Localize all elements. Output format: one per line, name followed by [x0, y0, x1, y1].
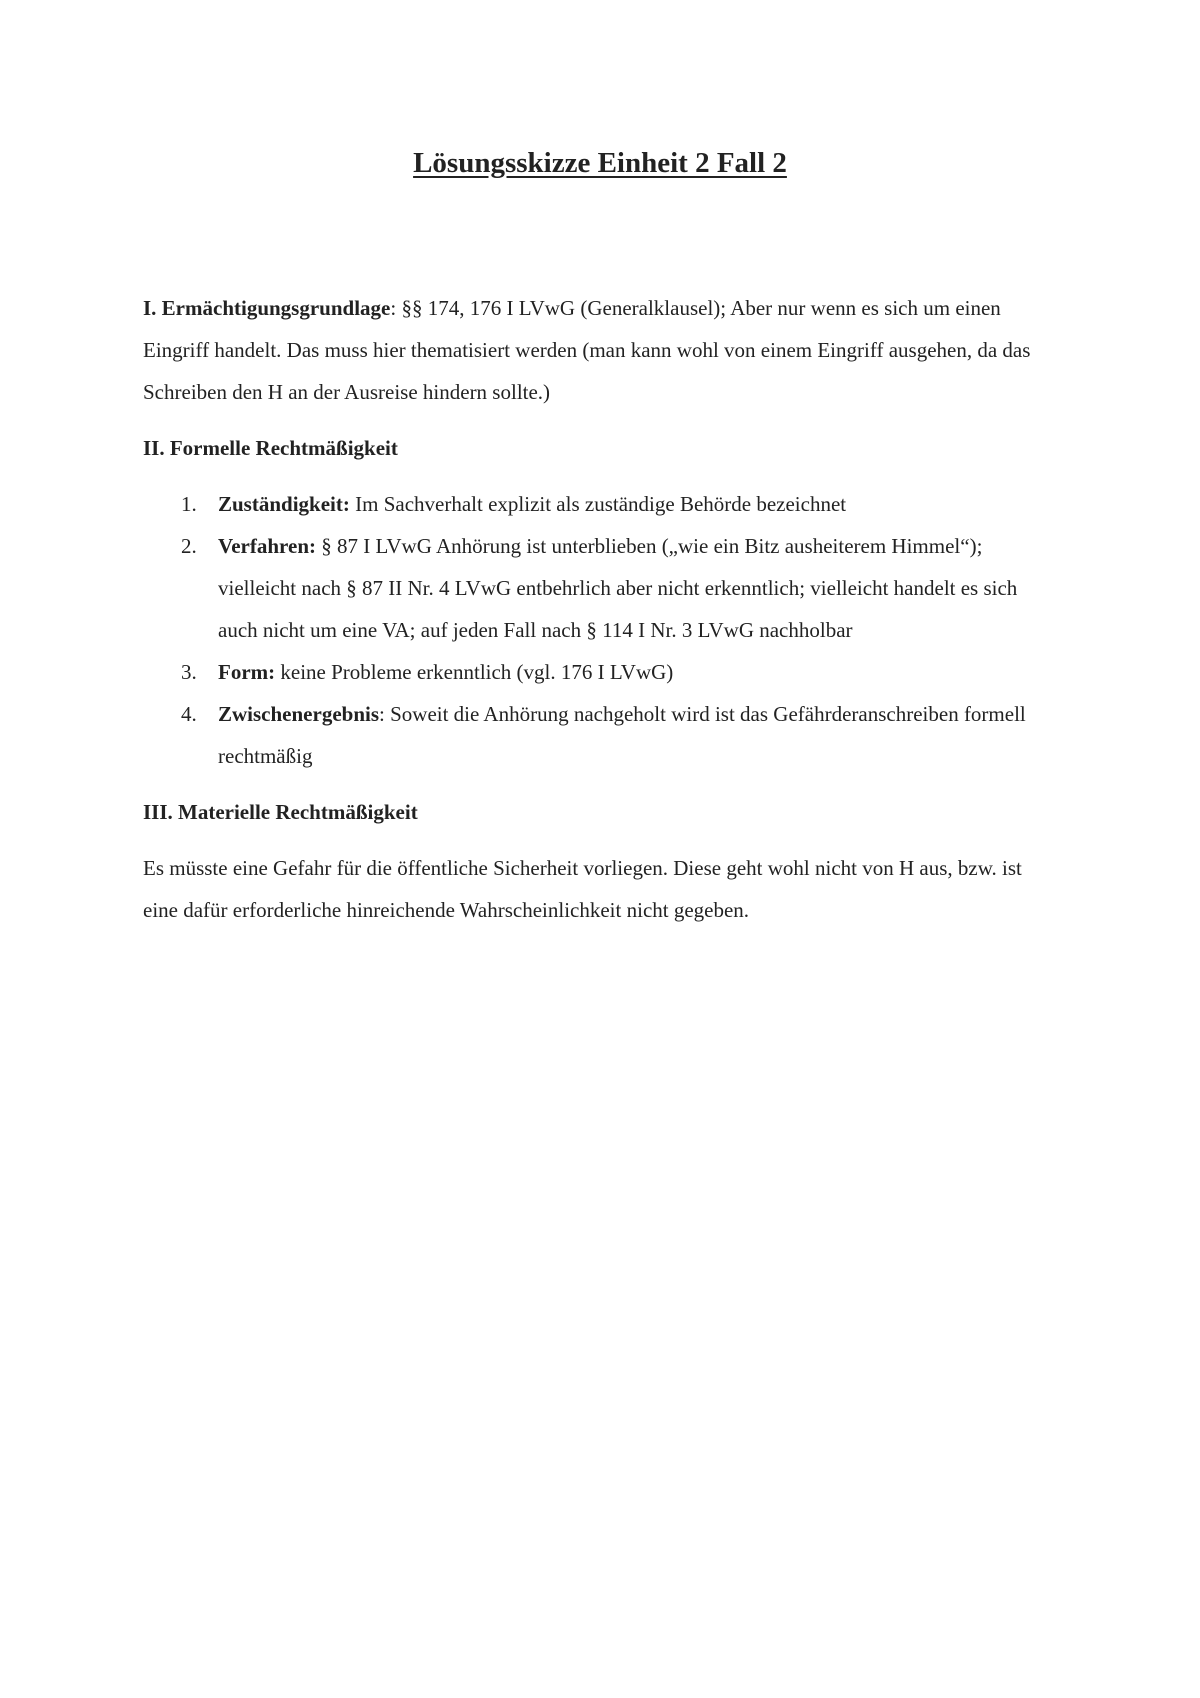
document-body: [143, 287, 1048, 931]
list-item-zwischenergebnis: [143, 693, 1048, 777]
list-item-label: Zuständigkeit:: [218, 492, 350, 516]
list-item-text: keine Probleme erkenntlich (vgl. 176 I LVwG): [275, 660, 674, 684]
list-item-verfahren: [143, 525, 1048, 651]
list-item-number: 1.: [181, 492, 197, 516]
list-item-label: Form:: [218, 660, 276, 684]
section-heading-materielle-rechtmaessigkeit: III. Materielle Rechtmäßigkeit: [143, 800, 418, 824]
section-text: : §§ 174, 176 I LVwG (Generalklausel); Aber nur wenn es sich um einen Eingriff handelt. Das muss hier thematisiert werden (man kann wohl von einem Eingriff ausgehen, da das Schreiben den H an der Ausreise hindern sollte.): [143, 296, 1031, 404]
section-text-materielle-rechtmaessigkeit: Es müsste eine Gefahr für die öffentliche Sicherheit vorliegen. Diese geht wohl nicht von H aus, bzw. ist eine dafür erforderliche hinreichende Wahrscheinlichkeit nicht gegeben.: [143, 856, 1022, 922]
list-item-label: Zwischenergebnis: [218, 702, 380, 726]
list-item-form: [143, 651, 1048, 693]
list-item-text: : Soweit die Anhörung nachgeholt wird ist das Gefährderanschreiben formell rechtmäßig: [218, 702, 1026, 768]
list-item-text: § 87 I LVwG Anhörung ist unterblieben („wie ein Bitz ausheiterem Himmel“); vielleicht nach § 87 II Nr. 4 LVwG entbehrlich aber nicht erkenntlich; vielleicht handelt es sich auch nicht um eine VA; auf jeden Fall nach § 114 I Nr. 3 LVwG nachholbar: [218, 534, 1018, 642]
list-item-label: Verfahren:: [218, 534, 316, 558]
list-item-zustaendigkeit: [143, 483, 1048, 525]
section-heading: I. Ermächtigungsgrundlage: [143, 296, 391, 320]
list-item-number: 4.: [181, 702, 197, 726]
list-item-number: 2.: [181, 534, 197, 558]
document-title: Lösungsskizze Einheit 2 Fall 2: [413, 147, 787, 179]
list-item-text: Im Sachverhalt explizit als zuständige Behörde bezeichnet: [349, 492, 847, 516]
formelle-rechtmaessigkeit-list: [143, 483, 1048, 777]
section-ermaechtigungsgrundlage: [143, 287, 1048, 413]
section-heading-formelle-rechtmaessigkeit: II. Formelle Rechtmäßigkeit: [143, 436, 398, 460]
list-item-number: 3.: [181, 660, 197, 684]
